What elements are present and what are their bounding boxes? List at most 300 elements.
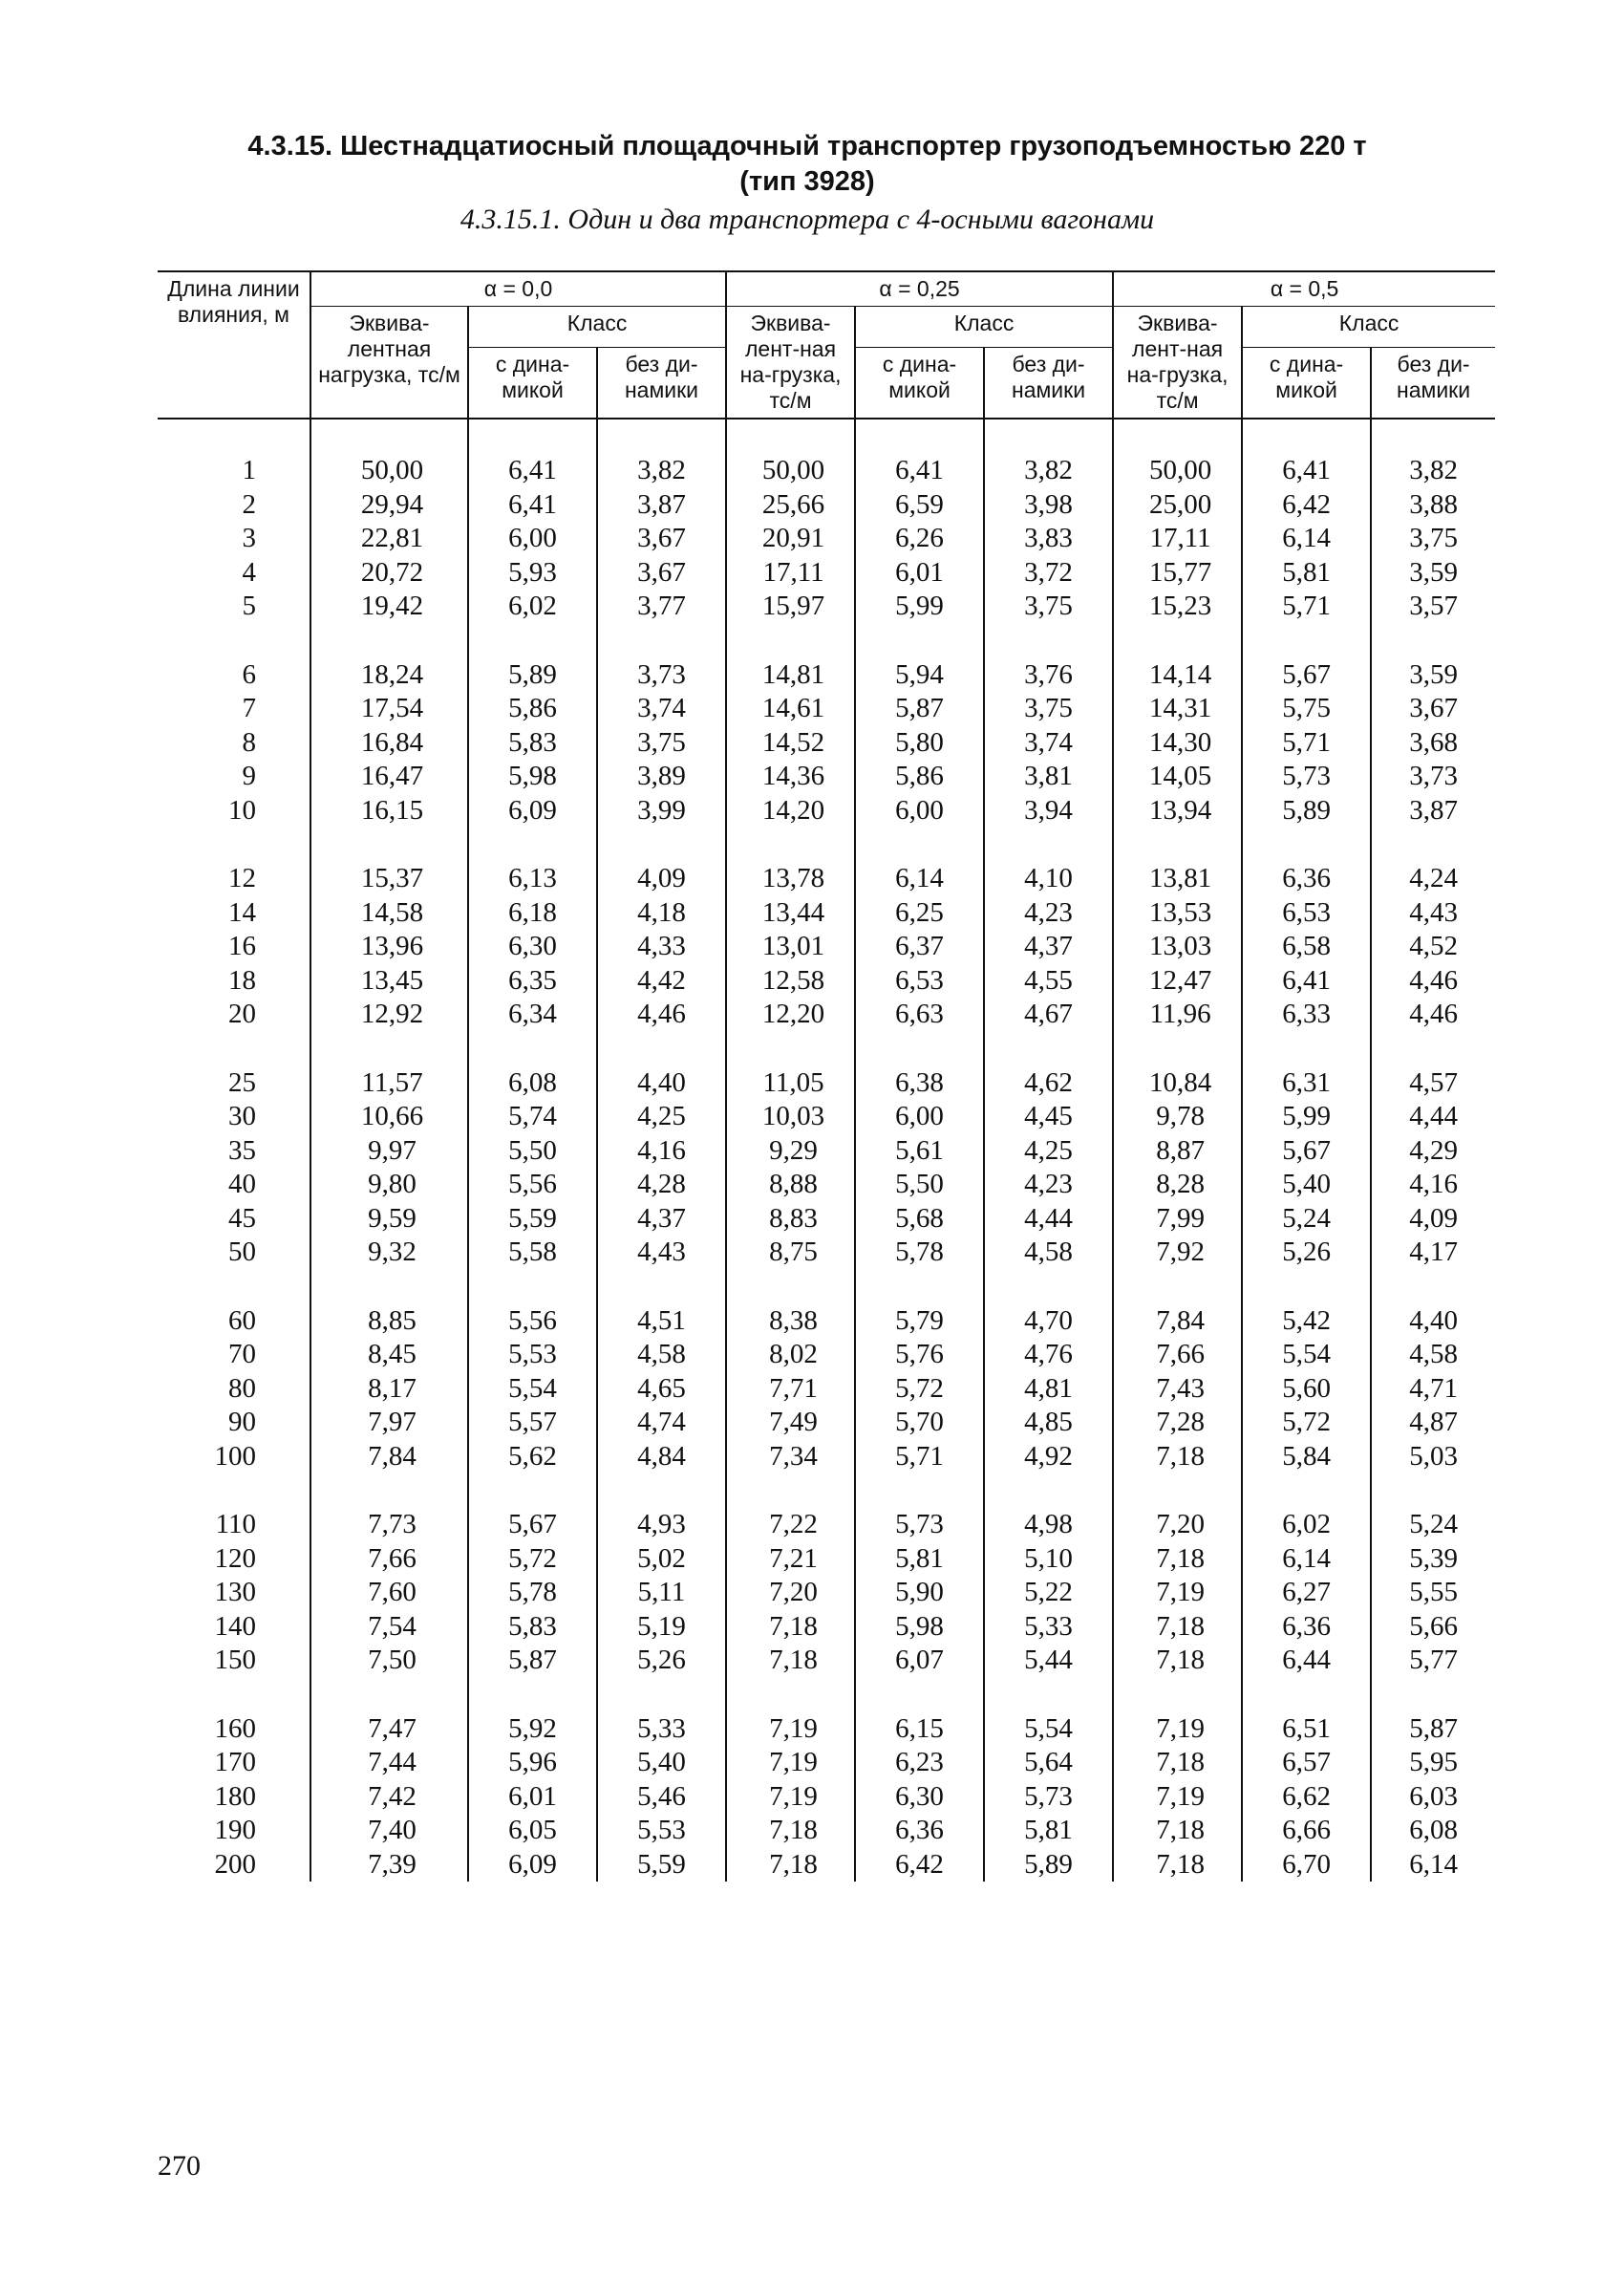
value-cell: 5,44 <box>984 1644 1113 1678</box>
table-row <box>158 419 1495 488</box>
value-cell: 4,58 <box>1371 1338 1495 1372</box>
value-cell: 5,83 <box>468 1610 597 1645</box>
value-cell: 5,98 <box>855 1610 984 1645</box>
value-cell: 3,77 <box>597 590 726 624</box>
value-cell: 12,58 <box>726 964 855 999</box>
value-cell: 6,14 <box>855 828 984 896</box>
value-cell: 4,92 <box>984 1440 1113 1474</box>
value-cell: 5,03 <box>1371 1440 1495 1474</box>
value-cell: 7,18 <box>1113 1746 1242 1780</box>
value-cell: 8,28 <box>1113 1168 1242 1202</box>
value-cell: 5,71 <box>855 1440 984 1474</box>
table-row <box>158 1848 1495 1882</box>
value-cell: 7,43 <box>1113 1372 1242 1407</box>
value-cell: 7,18 <box>1113 1542 1242 1577</box>
load-table <box>158 270 1495 1882</box>
value-cell: 5,73 <box>1242 760 1371 794</box>
value-cell: 8,38 <box>726 1270 855 1339</box>
table-header <box>158 271 1495 419</box>
value-cell: 4,55 <box>984 964 1113 999</box>
value-cell: 5,53 <box>597 1814 726 1848</box>
value-cell: 3,68 <box>1371 726 1495 761</box>
value-cell: 5,79 <box>855 1270 984 1339</box>
value-cell: 6,66 <box>1242 1814 1371 1848</box>
value-cell: 6,53 <box>1242 896 1371 931</box>
value-cell: 4,29 <box>1371 1134 1495 1169</box>
value-cell: 16,84 <box>310 726 468 761</box>
value-cell: 6,30 <box>855 1780 984 1815</box>
value-cell: 7,66 <box>310 1542 468 1577</box>
value-cell: 5,77 <box>1371 1644 1495 1678</box>
value-cell: 6,18 <box>468 896 597 931</box>
length-cell: 140 <box>214 1610 256 1642</box>
value-cell: 4,33 <box>597 930 726 964</box>
value-cell: 3,74 <box>597 692 726 726</box>
length-cell: 5 <box>242 591 256 621</box>
value-cell: 25,00 <box>1113 488 1242 523</box>
value-cell: 4,37 <box>984 930 1113 964</box>
value-cell: 4,57 <box>1371 1032 1495 1101</box>
length-cell: 12 <box>228 863 256 893</box>
value-cell: 12,47 <box>1113 964 1242 999</box>
value-cell: 3,73 <box>597 624 726 693</box>
value-cell: 4,51 <box>597 1270 726 1339</box>
value-cell: 5,71 <box>1242 726 1371 761</box>
value-cell: 7,18 <box>1113 1440 1242 1474</box>
value-cell: 6,08 <box>468 1032 597 1101</box>
value-cell: 4,98 <box>984 1473 1113 1542</box>
value-cell: 50,00 <box>1113 419 1242 488</box>
value-cell: 20,72 <box>310 556 468 591</box>
length-cell: 6 <box>242 658 256 690</box>
value-cell: 22,81 <box>310 522 468 556</box>
length-cell: 9 <box>242 761 256 791</box>
value-cell: 6,01 <box>468 1780 597 1815</box>
value-cell: 7,18 <box>1113 1848 1242 1882</box>
value-cell: 6,27 <box>1242 1576 1371 1610</box>
value-cell: 6,09 <box>468 794 597 828</box>
value-cell: 5,75 <box>1242 692 1371 726</box>
value-cell: 4,24 <box>1371 828 1495 896</box>
value-cell: 3,89 <box>597 760 726 794</box>
value-cell: 6,08 <box>1371 1814 1495 1848</box>
table-row <box>158 488 1495 523</box>
length-cell: 60 <box>228 1304 256 1336</box>
value-cell: 8,02 <box>726 1338 855 1372</box>
value-cell: 5,24 <box>1242 1202 1371 1237</box>
value-cell: 7,39 <box>310 1848 468 1882</box>
length-cell: 10 <box>228 794 256 826</box>
value-cell: 5,67 <box>1242 1134 1371 1169</box>
value-cell: 5,99 <box>1242 1100 1371 1134</box>
value-cell: 4,09 <box>1371 1202 1495 1237</box>
value-cell: 3,75 <box>1371 522 1495 556</box>
value-cell: 6,36 <box>1242 1610 1371 1645</box>
value-cell: 50,00 <box>726 419 855 488</box>
table-row <box>158 1270 1495 1339</box>
header-equivalent-025: Эквива-лент-ная на-грузка, тс/м <box>726 307 855 419</box>
value-cell: 6,00 <box>855 1100 984 1134</box>
value-cell: 15,97 <box>726 590 855 624</box>
length-cell: 120 <box>214 1542 256 1574</box>
table-row <box>158 1780 1495 1815</box>
table-row <box>158 1202 1495 1237</box>
table-row <box>158 794 1495 828</box>
value-cell: 5,10 <box>984 1542 1113 1577</box>
page-number: 270 <box>158 2150 201 2182</box>
value-cell: 6,30 <box>468 930 597 964</box>
value-cell: 3,82 <box>984 419 1113 488</box>
value-cell: 5,72 <box>855 1372 984 1407</box>
value-cell: 6,44 <box>1242 1644 1371 1678</box>
table-row <box>158 1440 1495 1474</box>
value-cell: 14,61 <box>726 692 855 726</box>
value-cell: 13,01 <box>726 930 855 964</box>
value-cell: 3,57 <box>1371 590 1495 624</box>
value-cell: 6,63 <box>855 998 984 1032</box>
value-cell: 6,02 <box>468 590 597 624</box>
value-cell: 5,58 <box>468 1236 597 1270</box>
value-cell: 9,80 <box>310 1168 468 1202</box>
value-cell: 4,74 <box>597 1406 726 1440</box>
value-cell: 3,75 <box>984 590 1113 624</box>
value-cell: 7,99 <box>1113 1202 1242 1237</box>
table-row <box>158 726 1495 761</box>
value-cell: 5,99 <box>855 590 984 624</box>
value-cell: 4,42 <box>597 964 726 999</box>
table-row <box>158 760 1495 794</box>
value-cell: 5,40 <box>597 1746 726 1780</box>
value-cell: 6,07 <box>855 1644 984 1678</box>
header-with-dyn-05: с дина-микой <box>1242 347 1371 419</box>
table-row <box>158 964 1495 999</box>
value-cell: 7,54 <box>310 1610 468 1645</box>
value-cell: 13,81 <box>1113 828 1242 896</box>
table-row <box>158 1032 1495 1101</box>
value-cell: 9,29 <box>726 1134 855 1169</box>
value-cell: 3,67 <box>1371 692 1495 726</box>
value-cell: 5,67 <box>468 1473 597 1542</box>
header-alpha-0: α = 0,0 <box>310 271 726 307</box>
value-cell: 4,71 <box>1371 1372 1495 1407</box>
value-cell: 5,78 <box>468 1576 597 1610</box>
value-cell: 13,44 <box>726 896 855 931</box>
table-row <box>158 1542 1495 1577</box>
length-cell: 90 <box>228 1407 256 1437</box>
table-row <box>158 1338 1495 1372</box>
value-cell: 4,43 <box>1371 896 1495 931</box>
value-cell: 5,87 <box>1371 1678 1495 1747</box>
header-equivalent-0: Эквива-лентная нагрузка, тс/м <box>310 307 468 419</box>
value-cell: 10,03 <box>726 1100 855 1134</box>
value-cell: 4,17 <box>1371 1236 1495 1270</box>
value-cell: 4,44 <box>984 1202 1113 1237</box>
value-cell: 5,55 <box>1371 1576 1495 1610</box>
value-cell: 5,81 <box>855 1542 984 1577</box>
value-cell: 5,54 <box>1242 1338 1371 1372</box>
value-cell: 7,18 <box>1113 1814 1242 1848</box>
value-cell: 12,20 <box>726 998 855 1032</box>
value-cell: 14,30 <box>1113 726 1242 761</box>
value-cell: 5,62 <box>468 1440 597 1474</box>
table-row <box>158 896 1495 931</box>
value-cell: 5,26 <box>597 1644 726 1678</box>
length-cell: 70 <box>228 1339 256 1369</box>
header-class-025: Класс <box>855 307 1113 348</box>
value-cell: 7,84 <box>1113 1270 1242 1339</box>
value-cell: 7,18 <box>1113 1644 1242 1678</box>
value-cell: 4,18 <box>597 896 726 931</box>
value-cell: 6,41 <box>468 419 597 488</box>
value-cell: 5,84 <box>1242 1440 1371 1474</box>
length-cell: 150 <box>214 1645 256 1675</box>
value-cell: 17,54 <box>310 692 468 726</box>
value-cell: 6,70 <box>1242 1848 1371 1882</box>
value-cell: 14,36 <box>726 760 855 794</box>
section-title: 4.3.15. Шестнадцатиосный площадочный транспортер грузоподъемностью 220 т <box>247 131 1367 161</box>
header-without-dyn-05: без ди-намики <box>1371 347 1495 419</box>
value-cell: 5,39 <box>1371 1542 1495 1577</box>
value-cell: 3,88 <box>1371 488 1495 523</box>
value-cell: 7,19 <box>1113 1780 1242 1815</box>
length-cell: 8 <box>242 726 256 758</box>
length-cell: 130 <box>214 1577 256 1607</box>
value-cell: 7,40 <box>310 1814 468 1848</box>
value-cell: 8,85 <box>310 1270 468 1339</box>
value-cell: 14,58 <box>310 896 468 931</box>
value-cell: 7,19 <box>726 1780 855 1815</box>
value-cell: 6,36 <box>1242 828 1371 896</box>
value-cell: 4,58 <box>597 1338 726 1372</box>
header-without-dyn-025: без ди-намики <box>984 347 1113 419</box>
length-cell: 50 <box>228 1237 256 1267</box>
header-equivalent-05: Эквива-лент-ная на-грузка, тс/м <box>1113 307 1242 419</box>
value-cell: 5,87 <box>468 1644 597 1678</box>
value-cell: 14,14 <box>1113 624 1242 693</box>
value-cell: 3,72 <box>984 556 1113 591</box>
length-cell: 2 <box>242 488 256 520</box>
value-cell: 5,93 <box>468 556 597 591</box>
value-cell: 5,02 <box>597 1542 726 1577</box>
value-cell: 3,67 <box>597 522 726 556</box>
value-cell: 14,31 <box>1113 692 1242 726</box>
table-row <box>158 1644 1495 1678</box>
value-cell: 6,31 <box>1242 1032 1371 1101</box>
value-cell: 6,14 <box>1371 1848 1495 1882</box>
header-class-05: Класс <box>1242 307 1495 348</box>
value-cell: 4,52 <box>1371 930 1495 964</box>
value-cell: 7,73 <box>310 1473 468 1542</box>
header-alpha-05: α = 0,5 <box>1113 271 1495 307</box>
value-cell: 5,24 <box>1371 1473 1495 1542</box>
value-cell: 8,17 <box>310 1372 468 1407</box>
value-cell: 3,75 <box>984 692 1113 726</box>
value-cell: 4,16 <box>1371 1168 1495 1202</box>
value-cell: 7,97 <box>310 1406 468 1440</box>
value-cell: 5,70 <box>855 1406 984 1440</box>
value-cell: 3,67 <box>597 556 726 591</box>
value-cell: 3,87 <box>597 488 726 523</box>
value-cell: 4,37 <box>597 1202 726 1237</box>
value-cell: 4,62 <box>984 1032 1113 1101</box>
value-cell: 8,75 <box>726 1236 855 1270</box>
table-row <box>158 1236 1495 1270</box>
value-cell: 5,64 <box>984 1746 1113 1780</box>
value-cell: 4,09 <box>597 828 726 896</box>
value-cell: 5,74 <box>468 1100 597 1134</box>
value-cell: 6,09 <box>468 1848 597 1882</box>
value-cell: 5,78 <box>855 1236 984 1270</box>
value-cell: 3,59 <box>1371 624 1495 693</box>
value-cell: 5,40 <box>1242 1168 1371 1202</box>
value-cell: 6,05 <box>468 1814 597 1848</box>
length-cell: 100 <box>214 1440 256 1472</box>
value-cell: 5,89 <box>984 1848 1113 1882</box>
value-cell: 4,70 <box>984 1270 1113 1339</box>
value-cell: 20,91 <box>726 522 855 556</box>
value-cell: 6,41 <box>855 419 984 488</box>
length-cell: 110 <box>215 1509 256 1539</box>
value-cell: 3,73 <box>1371 760 1495 794</box>
length-cell: 160 <box>214 1712 256 1744</box>
value-cell: 6,38 <box>855 1032 984 1101</box>
value-cell: 4,46 <box>1371 998 1495 1032</box>
value-cell: 8,88 <box>726 1168 855 1202</box>
value-cell: 5,76 <box>855 1338 984 1372</box>
value-cell: 7,19 <box>1113 1576 1242 1610</box>
value-cell: 6,42 <box>855 1848 984 1882</box>
table-row <box>158 930 1495 964</box>
value-cell: 6,14 <box>1242 1542 1371 1577</box>
value-cell: 5,26 <box>1242 1236 1371 1270</box>
length-cell: 3 <box>242 523 256 553</box>
table-body <box>158 419 1495 1882</box>
section-title-type: (тип 3928) <box>739 166 875 197</box>
value-cell: 5,83 <box>468 726 597 761</box>
value-cell: 6,34 <box>468 998 597 1032</box>
value-cell: 7,20 <box>1113 1473 1242 1542</box>
length-cell: 35 <box>228 1134 256 1166</box>
value-cell: 7,18 <box>726 1610 855 1645</box>
value-cell: 3,82 <box>597 419 726 488</box>
value-cell: 9,97 <box>310 1134 468 1169</box>
length-cell: 80 <box>228 1372 256 1404</box>
value-cell: 6,14 <box>1242 522 1371 556</box>
value-cell: 5,61 <box>855 1134 984 1169</box>
value-cell: 5,60 <box>1242 1372 1371 1407</box>
table-row <box>158 1168 1495 1202</box>
table-row <box>158 1372 1495 1407</box>
value-cell: 5,81 <box>984 1814 1113 1848</box>
table-row <box>158 624 1495 693</box>
value-cell: 19,42 <box>310 590 468 624</box>
value-cell: 5,46 <box>597 1780 726 1815</box>
value-cell: 5,53 <box>468 1338 597 1372</box>
value-cell: 6,59 <box>855 488 984 523</box>
value-cell: 6,00 <box>468 522 597 556</box>
value-cell: 7,18 <box>1113 1610 1242 1645</box>
value-cell: 5,66 <box>1371 1610 1495 1645</box>
value-cell: 16,47 <box>310 760 468 794</box>
length-cell: 14 <box>228 896 256 928</box>
table-row <box>158 1746 1495 1780</box>
value-cell: 3,74 <box>984 726 1113 761</box>
value-cell: 3,82 <box>1371 419 1495 488</box>
length-cell: 45 <box>228 1202 256 1234</box>
length-cell: 18 <box>228 964 256 996</box>
value-cell: 5,95 <box>1371 1746 1495 1780</box>
section-subtitle: 4.3.15.1. Один и два транспортера с 4-осными вагонами <box>459 204 1155 235</box>
value-cell: 4,25 <box>984 1134 1113 1169</box>
value-cell: 9,59 <box>310 1202 468 1237</box>
value-cell: 13,45 <box>310 964 468 999</box>
value-cell: 7,42 <box>310 1780 468 1815</box>
value-cell: 12,92 <box>310 998 468 1032</box>
value-cell: 4,65 <box>597 1372 726 1407</box>
header-without-dyn-0: без ди-намики <box>597 347 726 419</box>
section-heading <box>143 129 1471 237</box>
value-cell: 5,50 <box>855 1168 984 1202</box>
value-cell: 3,83 <box>984 522 1113 556</box>
value-cell: 3,76 <box>984 624 1113 693</box>
value-cell: 5,98 <box>468 760 597 794</box>
value-cell: 7,18 <box>726 1848 855 1882</box>
value-cell: 7,84 <box>310 1440 468 1474</box>
value-cell: 5,11 <box>597 1576 726 1610</box>
value-cell: 7,18 <box>726 1644 855 1678</box>
value-cell: 5,56 <box>468 1168 597 1202</box>
value-cell: 15,37 <box>310 828 468 896</box>
table-row <box>158 692 1495 726</box>
value-cell: 8,83 <box>726 1202 855 1237</box>
value-cell: 3,75 <box>597 726 726 761</box>
value-cell: 13,78 <box>726 828 855 896</box>
value-cell: 4,45 <box>984 1100 1113 1134</box>
table-row <box>158 522 1495 556</box>
value-cell: 7,71 <box>726 1372 855 1407</box>
value-cell: 3,59 <box>1371 556 1495 591</box>
value-cell: 14,05 <box>1113 760 1242 794</box>
value-cell: 5,59 <box>468 1202 597 1237</box>
value-cell: 5,33 <box>984 1610 1113 1645</box>
value-cell: 7,66 <box>1113 1338 1242 1372</box>
value-cell: 10,66 <box>310 1100 468 1134</box>
value-cell: 5,94 <box>855 624 984 693</box>
value-cell: 6,57 <box>1242 1746 1371 1780</box>
value-cell: 11,57 <box>310 1032 468 1101</box>
table-row <box>158 1406 1495 1440</box>
value-cell: 4,40 <box>1371 1270 1495 1339</box>
value-cell: 5,42 <box>1242 1270 1371 1339</box>
value-cell: 4,67 <box>984 998 1113 1032</box>
value-cell: 4,46 <box>1371 964 1495 999</box>
value-cell: 17,11 <box>1113 522 1242 556</box>
value-cell: 6,03 <box>1371 1780 1495 1815</box>
value-cell: 5,56 <box>468 1270 597 1339</box>
value-cell: 3,81 <box>984 760 1113 794</box>
value-cell: 18,24 <box>310 624 468 693</box>
length-cell: 7 <box>242 693 256 723</box>
value-cell: 13,03 <box>1113 930 1242 964</box>
value-cell: 5,73 <box>984 1780 1113 1815</box>
value-cell: 6,35 <box>468 964 597 999</box>
value-cell: 6,25 <box>855 896 984 931</box>
value-cell: 25,66 <box>726 488 855 523</box>
value-cell: 4,46 <box>597 998 726 1032</box>
value-cell: 5,19 <box>597 1610 726 1645</box>
value-cell: 6,42 <box>1242 488 1371 523</box>
value-cell: 13,53 <box>1113 896 1242 931</box>
